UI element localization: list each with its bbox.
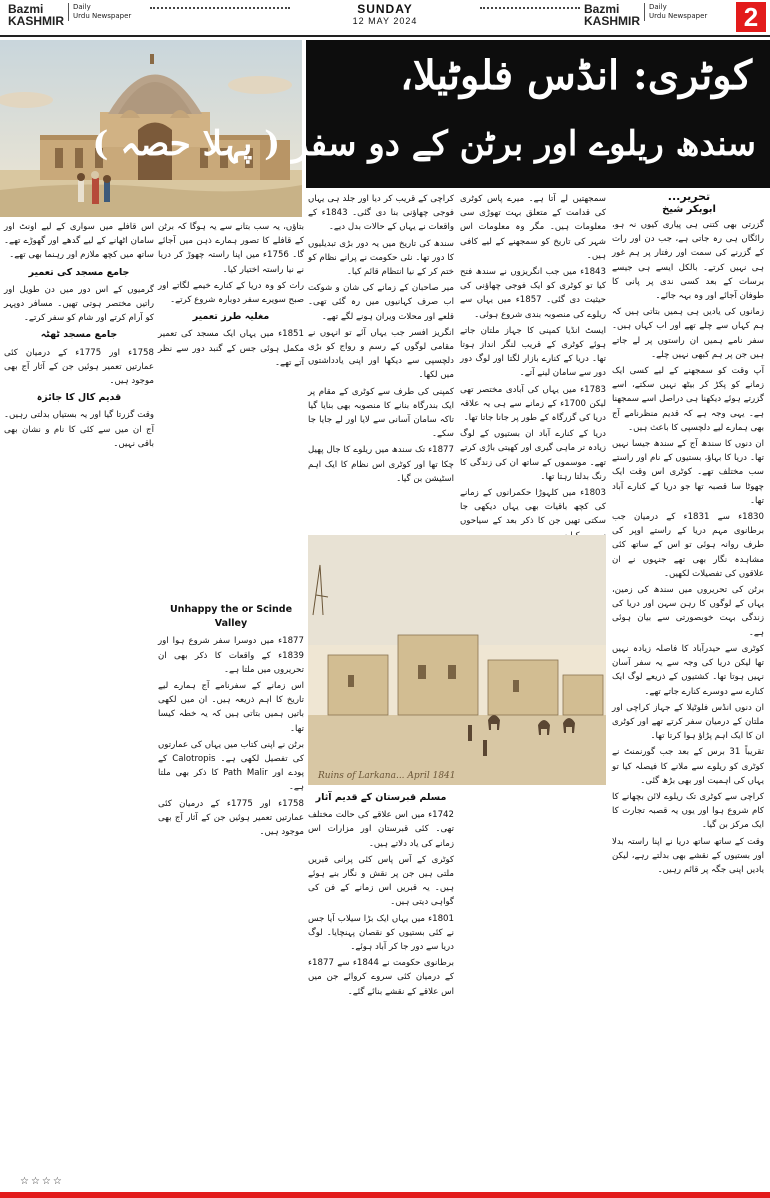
masthead-dots-left bbox=[150, 7, 290, 9]
paragraph: 1801ء میں یہاں ایک بڑا سیلاب آیا جس نے کئی بستیوں کو نقصان پہنچایا۔ لوگ دریا سے دور جا کر آباد ہوئے۔ bbox=[308, 913, 454, 953]
paragraph: 1843ء میں جب انگریزوں نے سندھ فتح کیا تو کوٹری کو ایک فوجی چھاؤنی کی حیثیت دی گئی۔ 1857ء میں یہاں سے ریلوے کی منصوبہ بندی شروع ہوئی۔ bbox=[460, 267, 606, 320]
paragraph: 1758ء اور 1775ء کے درمیان کئی عمارتیں تعمیر ہوئیں جن کے آثار آج بھی موجود ہیں۔ bbox=[158, 798, 304, 838]
headline-block bbox=[92, 40, 770, 188]
paragraph: کوٹری سے حیدرآباد کا فاصلہ زیادہ نہیں تھا لیکن دریا کی وجہ سے یہ سفر آسان نہیں ہوتا تھا۔ کشتیوں کے ذریعے لوگ ایک کنارے سے دوسرے کنارے جاتے تھے۔ bbox=[612, 643, 764, 697]
article-column-middle bbox=[460, 192, 606, 532]
article-column-center-bottom bbox=[308, 788, 454, 1188]
byline bbox=[614, 190, 764, 216]
paragraph: گرمیوں کے اس دور میں دن طویل اور راتیں مختصر ہوتی تھیں۔ مسافر دوپہر کو آرام کرتے اور شام کو سفر کرتے۔ bbox=[4, 284, 154, 324]
article-column-left-inner bbox=[158, 220, 304, 595]
paragraph: برطانوی حکومت نے 1844ء سے 1877ء کے درمیان کئی سروے کروائے جن میں اس علاقے کے نقشے بنائے گئے۔ bbox=[308, 958, 454, 997]
subheading: قدیم کال کا جائزہ bbox=[36, 392, 122, 404]
paragraph: زمانوں کی یادیں ہی ہمیں بتاتی ہیں کہ ہم کہاں سے چلے تھے اور اب کہاں ہیں۔ سفر نامے ہمیں ان راستوں پر لے جاتے ہیں جن پر ہم کبھی نہیں چلے۔ bbox=[612, 307, 764, 360]
page-number: 2 bbox=[736, 2, 766, 32]
subheading: جامع مسجد کی تعمیر bbox=[28, 266, 130, 278]
brand-right bbox=[584, 3, 707, 27]
paragraph: 1877ء تک سندھ میں ریلوے کا جال پھیل چکا تھا اور کوٹری اس نظام کا ایک اہم اسٹیشن بن گیا۔ bbox=[308, 445, 454, 484]
paragraph: برٹن نے اپنی کتاب میں یہاں کی عمارتوں کی تفصیل لکھی ہے۔ Calotropis کے پودے اور Path Malir کا ذکر بھی ملتا ہے۔ bbox=[158, 739, 304, 793]
brand-line2-right: KASHMIR bbox=[584, 14, 640, 28]
end-stars: ☆☆☆☆ bbox=[20, 1176, 64, 1187]
paragraph: اس قافلے میں سواری کے لیے اونٹ اور سامان اٹھانے کے لیے گدھے اور گھوڑے تھے۔ ساتھ میں کچھ ملازم اور رہنما بھی تھے۔ bbox=[4, 222, 154, 261]
byline-label: تحریر... bbox=[667, 190, 711, 203]
paragraph: 1877ء میں دوسرا سفر شروع ہوا اور 1839ء کے واقعات کا ذکر بھی ان تحریروں میں ملتا ہے۔ bbox=[158, 636, 304, 675]
brand-sub1-right: Daily bbox=[649, 3, 667, 11]
paragraph: سمجھتیں لے آتا ہے۔ میرے پاس کوٹری کی قدامت کے متعلق بہت تھوڑی سی معلومات ہیں۔ مگر وہ معلومات اس شہر کی تاریخ کو سمجھنے کے لیے کافی ہیں۔ bbox=[460, 194, 606, 261]
byline-author: ابوبکر شیخ bbox=[662, 204, 716, 215]
paragraph: تقریباً 31 برس کے بعد جب گورنمنٹ نے کوٹری کو ریلوے سے ملانے کا فیصلہ کیا تو یہاں کی اہمیت اور بھی بڑھ گئی۔ bbox=[612, 747, 764, 786]
subheading: جامع مسجد ٹھٹہ bbox=[40, 329, 118, 341]
paragraph: 1830ء سے 1831ء کے درمیان جب برطانوی مہم دریا کے راستے اوپر کی طرف روانہ ہوئی تو اس کے ساتھ کئی مشاہدہ نگار بھی تھے جنہوں نے ان علاقوں کی تفصیلات لکھیں۔ bbox=[612, 512, 764, 579]
paragraph: انگریز افسر جب یہاں آئے تو انہوں نے مقامی لوگوں کے رسم و رواج کو بڑی دلچسپی سے دیکھا اور اپنی یادداشتوں میں لکھا۔ bbox=[308, 327, 454, 381]
brand-sub2-right: Urdu Newspaper bbox=[649, 12, 708, 20]
paragraph: رات کو وہ دریا کے کنارے خیمے لگاتے اور صبح سویرے سفر دوبارہ شروع کرتے۔ bbox=[158, 280, 304, 306]
paragraph: 1851ء میں یہاں ایک مسجد کی تعمیر مکمل ہوئی جس کے گنبد دور سے نظر آتے تھے۔ bbox=[158, 329, 304, 368]
date-block bbox=[290, 2, 480, 26]
bottom-accent-bar bbox=[0, 1192, 770, 1198]
masthead-dots-right bbox=[480, 7, 580, 9]
paragraph: اس زمانے کے سفرنامے آج ہمارے لیے تاریخ کا اہم ذریعہ ہیں۔ ان میں لکھی باتیں ہمیں بتاتی ہیں کہ یہ خطہ کیسا تھا۔ bbox=[158, 681, 304, 734]
paragraph: سندھ کی تاریخ میں یہ دور بڑی تبدیلیوں کا دور تھا۔ نئی حکومت نے پرانے نظام کو ختم کر کے نیا انتظام قائم کیا۔ bbox=[308, 238, 454, 278]
article-column-center bbox=[308, 192, 454, 532]
paragraph: گزرتی بھی کتنی ہی پیاری کیوں نہ ہو، رائگاں ہی رہ جاتی ہے، جب دن اور رات کے گزرنے کی سمت اور رفتار پر ہم غور ہی نہیں کرتے۔ بالکل ایسے ہی جیسے برسات کے بعد کسی ندی پر پانی کا طوفان آجائے اور وہ بہہ جائے۔ bbox=[612, 220, 764, 302]
brand-sub2: Urdu Newspaper bbox=[73, 12, 132, 20]
brand-sub1: Daily bbox=[73, 3, 91, 11]
brand-line1-right: Bazmi bbox=[584, 2, 620, 16]
paragraph: میر صاحبان کے زمانے کی شان و شوکت اب صرف کہانیوں میں رہ گئی تھی۔ قلعے اور محلات ویران ہونے لگے تھے۔ bbox=[308, 283, 454, 322]
paragraph: بتاؤں، یہ سب بتانے سے یہ ہوگا کہ برٹن کے قافلے کا تصور ہمارے ذہن میں آجائے گا۔ 1756ء میں اپنا راستہ چھوڑ کر دریا نے نیا راستہ اختیار کیا۔ bbox=[158, 222, 304, 275]
subheading: مسلم قبرستان کے قدیم آثار bbox=[315, 792, 447, 803]
paragraph: آپ وقت کو سمجھنے کے لیے کسی ایک زمانے کو پکڑ کر بیٹھ نہیں سکتے، اسے گزرتے ہوئے دیکھنا ہی دراصل اسے سمجھنا ہے۔ یہی وجہ ہے کہ قدیم منظرنامے آج بھی ہمارے لیے دلچسپی کا باعث ہیں۔ bbox=[612, 366, 764, 433]
brand-line2: KASHMIR bbox=[8, 14, 64, 28]
masthead-rule bbox=[0, 35, 770, 37]
masthead bbox=[0, 0, 770, 34]
paragraph: ایسٹ انڈیا کمپنی کا جہاز ملتان جاتے ہوئے کوٹری کے قریب لنگر انداز ہوتا تھا۔ دریا کے کنارے بازار لگتا اور لوگ دور دور سے سامان لینے آتے۔ bbox=[460, 325, 606, 379]
ruins-sketch bbox=[308, 535, 606, 785]
article-column-left-inner-bottom bbox=[158, 600, 304, 1188]
paragraph: کراچی سے کوٹری تک ریلوے لائن بچھانے کا کام شروع ہوا اور یوں یہ قصبہ تجارت کا ایک مرکز بن گیا۔ bbox=[612, 791, 764, 831]
paragraph: 1742ء میں اس علاقے کی حالت مختلف تھی۔ کئی قبرستان اور مزارات اس زمانے کی یاد دلاتے ہیں۔ bbox=[308, 810, 454, 849]
paragraph: وقت کے ساتھ ساتھ دریا نے اپنا راستہ بدلا اور بستیوں کے نقشے بھی بدلتے رہے، لیکن یادیں اپنی جگہ پر قائم رہیں۔ bbox=[612, 836, 764, 875]
paragraph: برٹن کی تحریروں میں سندھ کی زمین، یہاں کے لوگوں کا رہن سہن اور دریا کی زندگی بہت خوبصورتی سے بیان ہوئی ہے۔ bbox=[612, 585, 764, 638]
brand-line1: Bazmi bbox=[8, 2, 44, 16]
paragraph: ان دنوں انڈس فلوٹیلا کے جہاز کراچی اور ملتان کے درمیان سفر کرتے تھے اور کوٹری ان کا ایک اہم پڑاؤ ہوا کرتا تھا۔ bbox=[612, 702, 764, 742]
brand-left bbox=[8, 3, 131, 27]
article-column-left bbox=[4, 220, 154, 1175]
paragraph: دریا کے کنارے آباد ان بستیوں کے لوگ زیادہ تر ماہی گیری اور کھیتی باڑی کرتے تھے۔ موسموں کے ساتھ ان کی زندگی کا رنگ بدلتا رہتا تھا۔ bbox=[460, 429, 606, 482]
day-label: SUNDAY bbox=[357, 2, 413, 16]
paragraph: وقت گزرتا گیا اور یہ بستیاں بدلتی رہیں۔ آج ان میں سے کئی کا نام و نشان بھی باقی نہیں۔ bbox=[4, 410, 154, 449]
headline-line1: کوٹری: انڈس فلوٹیلا، bbox=[400, 52, 752, 99]
date-label: 12 MAY 2024 bbox=[352, 16, 418, 26]
paragraph: ان دنوں کا سندھ آج کے سندھ جیسا نہیں تھا۔ دریا کا بہاؤ، بستیوں کے نام اور راستے سب مختلف تھے۔ کوٹری اس وقت ایک چھوٹا سا قصبہ تھا جو دریا کے کنارے آباد تھا۔ bbox=[612, 439, 764, 506]
paragraph: کوٹری کے آس پاس کئی پرانی قبریں ملتی ہیں جن پر نقش و نگار بنے ہوئے ہیں۔ یہ قبریں اس زمانے کے فن کی گواہی دیتی ہیں۔ bbox=[308, 854, 454, 908]
paragraph: 1758ء اور 1775ء کے درمیان کئی عمارتیں تعمیر ہوئیں جن کے آثار آج بھی موجود ہیں۔ bbox=[4, 347, 154, 387]
paragraph: کمپنی کی طرف سے کوٹری کے مقام پر ایک بندرگاہ بنانے کا منصوبہ بھی بنایا گیا تاکہ سامان آسانی سے لایا اور لے جایا جا سکے۔ bbox=[308, 386, 454, 440]
paragraph: 1803ء میں کلہوڑا حکمرانوں کے زمانے کی کچھ باقیات بھی یہاں دیکھی جا سکتی تھیں جن کا ذکر بعد کے سیاحوں bbox=[460, 488, 606, 527]
headline-line2: سندھ ریلوے اور برٹن کے دو سفر ( پہلا حصہ ) bbox=[92, 124, 756, 164]
subheading: Unhappy the or Scinde Valley bbox=[169, 604, 293, 630]
paragraph: کراچی کے قریب کر دیا اور جلد ہی یہاں فوجی چھاؤنی بنا دی گئی۔ 1843ء کے واقعات نے یہاں کے حالات بدل دیے۔ bbox=[308, 194, 454, 233]
article-column-right bbox=[612, 218, 764, 1188]
sketch-caption: Ruins of Larkana... April 1841 bbox=[318, 771, 456, 781]
paragraph: 1783ء میں یہاں کی آبادی مختصر تھی لیکن 1700ء کے زمانے سے ہی یہ علاقہ دریا کی گزرگاہ کے طور پر جانا جاتا تھا۔ bbox=[460, 384, 606, 424]
subheading: مغلیہ طرز تعمیر bbox=[192, 311, 270, 323]
